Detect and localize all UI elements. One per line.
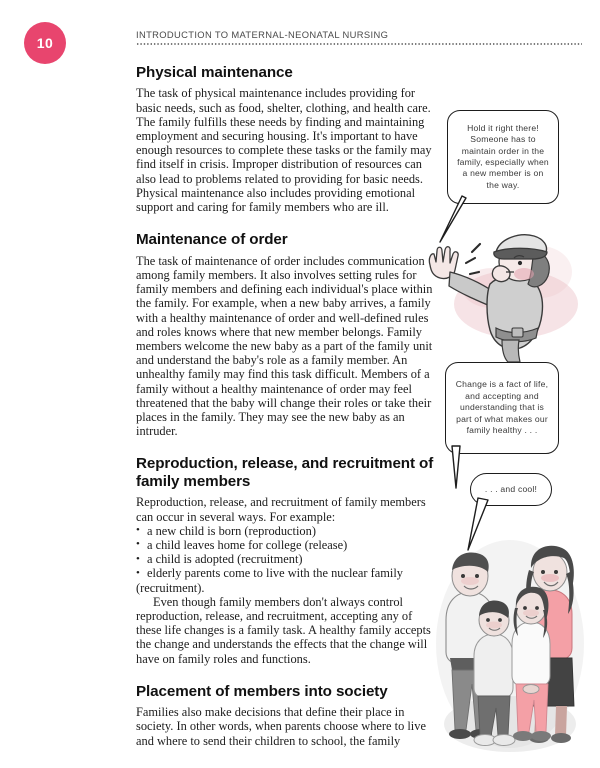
section-heading: Placement of members into society — [136, 682, 388, 700]
section-reproduction-release-recruitment — [136, 455, 438, 665]
cartoon-police-officer-illustration — [420, 222, 598, 362]
text-column — [136, 64, 438, 748]
list-item: • a child is adopted (recruitment) — [136, 552, 438, 566]
section-heading: Physical maintenance — [136, 64, 293, 81]
list-item: • a new child is born (reproduction) — [136, 524, 438, 538]
section-paragraph: Families also make decisions that define their place in society. In other words, when parents choose where to live and where to send their children to school, the family — [136, 705, 426, 748]
list-item: • a child leaves home for college (release) — [136, 538, 438, 552]
bullet-list — [136, 524, 438, 581]
section-physical-maintenance — [136, 64, 438, 214]
section-closing-paragraph: Even though family members don't always control reproduction, release, and recruitment, accepting any of these life changes is a family task. A healthy family accepts the change and understands the effects that the change will have on family roles and functions. — [136, 594, 431, 666]
bullet-continuation: (recruitment). — [136, 580, 205, 595]
family-of-four-illustration — [424, 524, 596, 760]
running-head-dotted-rule — [136, 43, 582, 45]
section-placement-into-society — [136, 683, 438, 748]
speech-bubble-tail-icon — [440, 446, 470, 488]
page-number-badge — [24, 22, 66, 64]
running-head-title: INTRODUCTION TO MATERNAL-NEONATAL NURSING — [136, 29, 389, 40]
list-item: • elderly parents come to live with the nuclear family — [136, 566, 438, 580]
speech-bubble-tail-icon — [462, 498, 496, 550]
section-maintenance-of-order — [136, 231, 438, 438]
section-heading: Maintenance of order — [136, 231, 288, 249]
speech-bubble-family-change — [445, 362, 559, 454]
speech-bubble-text: . . . and cool! — [484, 483, 538, 494]
page-number-text: 10 — [36, 35, 54, 51]
section-paragraph: The task of physical maintenance includes providing for basic needs, such as food, shelter, clothing, and health care. The family fulfills these needs by finding and maintaining employment and securing housing. It's important to have enough resources to complete these tasks or the family may find itself in crisis. Improper distribution of resources can also lead to problems related to providing for basic needs. Physical maintenance also includes providing emotional support and caring for family members who are ill. — [136, 86, 432, 215]
speech-bubble-text: Hold it right there! Someone has to maintain order in the family, especially when a new member is on the way. — [457, 122, 549, 190]
speech-bubble-tail-icon — [436, 196, 466, 242]
speech-bubble-text: Change is a fact of life, and accepting and understanding that is part of what makes our family healthy . . . — [455, 379, 549, 436]
section-paragraph: The task of maintenance of order includes communication among family members. It also involves setting rules for family members and defining each individual's place within the family. For example, when a new baby arrives, a family with a healthy maintenance of order and well-defined rules and roles knows where that new member belongs. Family members welcome the new baby as a part of the family unit and understand the baby's role as a family member. An unhealthy family may find this task difficult. Members of a family without a healthy maintenance of order may feel threatened that the baby will change their roles or take their places in the family. They may see the new baby as an intruder. — [136, 253, 433, 439]
girl-figure — [512, 587, 551, 741]
running-head — [136, 29, 582, 45]
section-lead-paragraph: Reproduction, release, and recruitment of family members can occur in several ways. For example: — [136, 495, 426, 524]
speech-bubble-officer — [447, 110, 559, 204]
section-heading: Reproduction, release, and recruitment of family members — [136, 455, 434, 490]
